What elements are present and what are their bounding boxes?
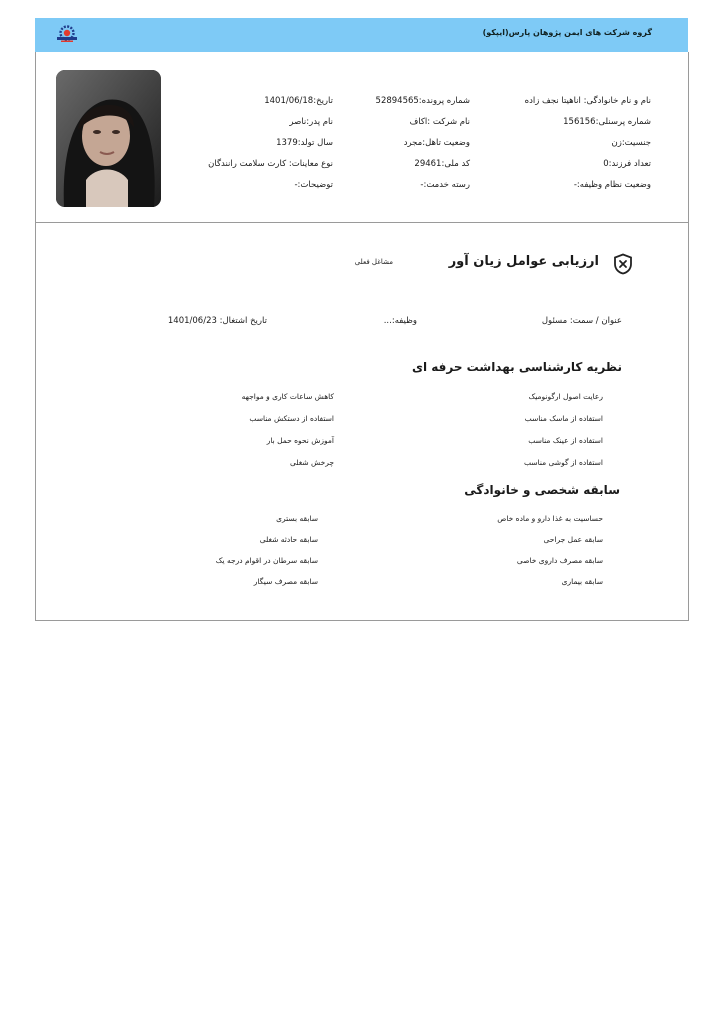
opinion-item: آموزش نحوه حمل بار [266, 436, 334, 445]
duty-field: وظیفه:... [383, 316, 417, 326]
birth-year: سال تولد:1379 [276, 138, 333, 148]
marital-status: وضعیت تاهل:مجرد [403, 138, 470, 148]
notes: توضیحات:- [294, 180, 333, 190]
company-field: نام شرکت :اکاف [409, 117, 470, 127]
shield-x-icon [613, 253, 633, 275]
opinion-item: رعایت اصول ارگونومیک [528, 392, 603, 401]
opinion-item: چرخش شغلی [290, 458, 334, 467]
national-id: کد ملی:29461 [414, 159, 470, 169]
history-item: سابقه بیماری [561, 577, 603, 586]
personnel-number: شماره پرسنلی:156156 [563, 117, 651, 127]
expert-opinion-title: نظریه کارشناسی بهداشت حرفه ای [411, 360, 622, 374]
history-item: سابقه عمل جراحی [543, 535, 603, 544]
history-item: سابقه مصرف داروی خاصی [516, 556, 603, 565]
opinion-item: استفاده از عینک مناسب [528, 436, 603, 445]
header-bar [35, 18, 688, 52]
opinion-item: استفاده از دستکش مناسب [249, 414, 334, 423]
history-item: سابقه مصرف سیگار [253, 577, 318, 586]
assessment-title: ارزیابی عوامل زیان آور [448, 254, 599, 269]
opinion-item: استفاده از گوشی مناسب [523, 458, 603, 467]
opinion-item: کاهش ساعات کاری و مواجهه [241, 392, 334, 401]
gear-company-logo-icon [55, 24, 79, 44]
employment-date: تاریخ اشتغال: 1401/06/23 [167, 316, 267, 326]
gender: جنسیت:زن [611, 138, 651, 148]
opinion-item: استفاده از ماسک مناسب [524, 414, 603, 423]
history-item: سابقه سرطان در اقوام درجه یک [215, 556, 318, 565]
history-item: سابقه حادثه شغلی [259, 535, 318, 544]
position-field: عنوان / سمت: مسئول [541, 316, 622, 326]
history-title: سابقه شخصی و خانوادگی [464, 483, 620, 497]
children-count: تعداد فرزند:0 [603, 159, 651, 169]
current-jobs-tag: مشاغل فعلی [354, 258, 393, 266]
history-item: سابقه بستری [276, 514, 318, 523]
report-date: تاریخ:1401/06/18 [264, 96, 333, 106]
section-divider [35, 222, 688, 223]
military-status: وضعیت نظام وظیفه:- [573, 180, 651, 190]
company-name: گروه شرکت های ایمن پژوهان پارس(ایپکو) [482, 28, 652, 37]
service-category: رسته خدمت:- [420, 180, 470, 190]
exam-type: نوع معاینات: کارت سلامت رانندگان [208, 159, 333, 169]
history-item: حساسیت به غذا دارو و ماده خاص [497, 514, 603, 523]
profile-photo [56, 70, 161, 207]
full-name: نام و نام خانوادگی: اناهیتا نجف زاده [524, 96, 651, 106]
father-name: نام پدر:ناصر [289, 117, 333, 127]
file-number: شماره پرونده:52894565 [375, 96, 470, 106]
